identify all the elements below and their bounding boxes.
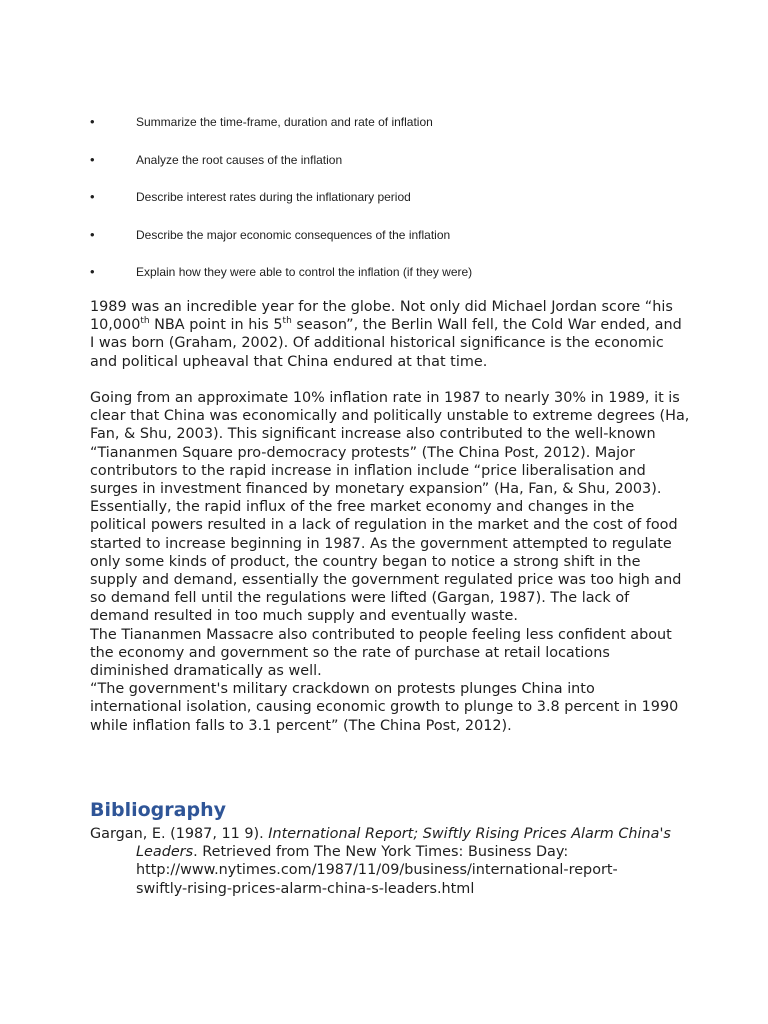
bullet-icon: • — [90, 151, 95, 167]
list-item — [0, 260, 768, 298]
citation-title: International Report; Swiftly Rising Prices Alarm China's Leaders — [136, 826, 671, 861]
intro-text-part1: 1989 was an incredible year for the globe. Not only did Michael Jordan score “his 10,000 — [90, 299, 673, 334]
bibliography-heading: Bibliography — [90, 799, 226, 821]
list-item — [0, 110, 768, 148]
inflation-section — [90, 389, 690, 735]
superscript-th: th — [282, 316, 292, 327]
bullet-icon: • — [90, 226, 95, 242]
list-item-text: Describe interest rates during the inflationary period — [136, 190, 411, 204]
inflation-paragraph: Going from an approximate 10% inflation rate in 1987 to nearly 30% in 1989, it is clear that China was economically and politically unstable to extreme degrees (Ha, Fan, & Shu, 2003). This significant increase also contributed to the well-known “Tiananmen Square pro-democracy protests” (The China Post, 2012). Major contributors to the rapid increase in inflation include “price liberalisation and surges in investment financed by monetary expansion” (Ha, Fan, & Shu, 2003). Essentially, the rapid influx of the free market economy and changes in the political powers resulted in a lack of regulation in the market and the cost of food started to increase beginning in 1987. As the government attempted to regulate only some kinds of product, the country began to notice a strong shift in the supply and demand, essentially the government regulated price was too high and so demand fell until the regulations were lifted (Gargan, 1987). The lack of demand resulted in too much supply and eventually waste. — [90, 390, 690, 625]
citation-url-line2[interactable]: swiftly-rising-prices-alarm-china-s-leaders.html — [136, 880, 475, 897]
citation-url-line1[interactable]: http://www.nytimes.com/1987/11/09/business/international-report- — [136, 862, 618, 879]
list-item-text: Analyze the root causes of the inflation — [136, 152, 343, 167]
citation-author: Gargan, E. (1987, 11 9). — [90, 826, 269, 842]
list-item-text: Describe the major economic consequences of the inflation — [136, 227, 451, 242]
intro-paragraph — [90, 298, 690, 371]
list-item — [0, 148, 768, 186]
superscript-th: th — [140, 316, 150, 327]
list-item — [0, 185, 768, 223]
list-item-text: Explain how they were able to control the inflation (if they were) — [136, 265, 473, 279]
bibliography-entry — [90, 825, 680, 898]
tiananmen-paragraph: The Tiananmen Massacre also contributed to people feeling less confident about the economy and government so the rate of purchase at retail locations diminished dramatically as well. — [90, 626, 672, 680]
bullet-icon: • — [90, 264, 95, 279]
objectives-list — [0, 110, 768, 298]
intro-text-part2: NBA point in his 5 — [149, 317, 283, 334]
quote-paragraph: “The government's military crackdown on protests plunges China into international isolation, causing economic growth to plunge to 3.8 percent in 1990 while inflation falls to 3.1 percent” (The China Post, 2012). — [90, 681, 679, 734]
citation-source: . Retrieved from The New York Times: Business Day: — [193, 844, 569, 861]
bullet-icon: • — [90, 189, 95, 204]
intro-text-part3: season”, the Berlin Wall fell, the Cold War ended, and I was born (Graham, 2002). Of additional historical significance is the economic and political upheaval that China endured at that time. — [90, 317, 682, 370]
list-item — [0, 223, 768, 261]
bullet-icon: • — [90, 114, 95, 129]
list-item-text: Summarize the time-frame, duration and rate of inflation — [136, 115, 433, 129]
